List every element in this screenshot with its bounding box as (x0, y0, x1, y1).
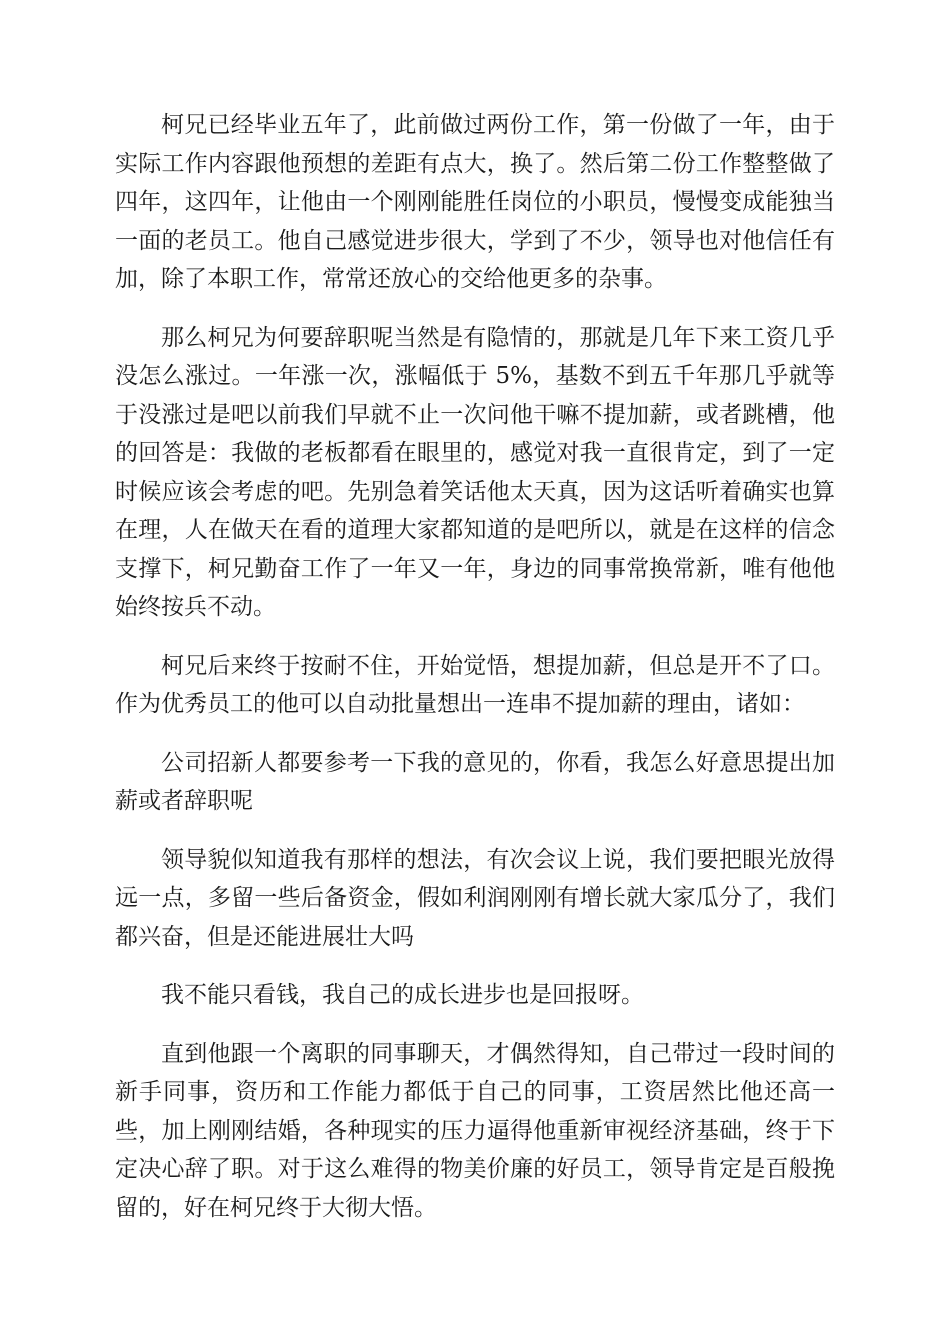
paragraph-7: 直到他跟一个离职的同事聊天，才偶然得知，自己带过一段时间的新手同事，资历和工作能力都低于自己的同事，工资居然比他还高一些，加上刚刚结婚，各种现实的压力逼得他重新审视经济基础，终于下定决心辞了职。对于这么难得的物美价廉的好员工，领导肯定是百般挽留的，好在柯兄终于大彻大悟。 (115, 1040, 835, 1221)
paragraph-1: 柯兄已经毕业五年了，此前做过两份工作，第一份做了一年，由于实际工作内容跟他预想的差距有点大，换了。然后第二份工作整整做了四年，这四年，让他由一个刚刚能胜任岗位的小职员，慢慢变成能独当一面的老员工。他自己感觉进步很大，学到了不少，领导也对他信任有加，除了本职工作，常常还放心的交给他更多的杂事。 (115, 112, 835, 292)
paragraph-2: 那么柯兄为何要辞职呢当然是有隐情的，那就是几年下来工资几乎没怎么涨过。一年涨一次，涨幅低于 5%，基数不到五千年那几乎就等于没涨过是吧以前我们早就不止一次问他干嘛不提加薪，或者跳槽，他的回答是：我做的老板都看在眼里的，感觉对我一直很肯定，到了一定时候应该会考虑的吧。先别急着笑话他太天真，因为这话听着确实也算在理，人在做天在看的道理大家都知道的是吧所以，就是在这样的信念支撑下，柯兄勤奋工作了一年又一年，身边的同事常换常新，唯有他他始终按兵不动。 (115, 324, 835, 620)
paragraph-4: 公司招新人都要参考一下我的意见的，你看，我怎么好意思提出加薪或者辞职呢 (115, 749, 835, 814)
paragraph-5: 领导貌似知道我有那样的想法，有次会议上说，我们要把眼光放得远一点，多留一些后备资金，假如利润刚刚有增长就大家瓜分了，我们都兴奋，但是还能进展壮大吗 (115, 846, 835, 950)
document-body (115, 106, 835, 1247)
paragraph-3: 柯兄后来终于按耐不住，开始觉悟，想提加薪，但总是开不了口。作为优秀员工的他可以自动批量想出一连串不提加薪的理由，诸如： (115, 652, 835, 717)
paragraph-6: 我不能只看钱，我自己的成长进步也是回报呀。 (161, 982, 644, 1008)
